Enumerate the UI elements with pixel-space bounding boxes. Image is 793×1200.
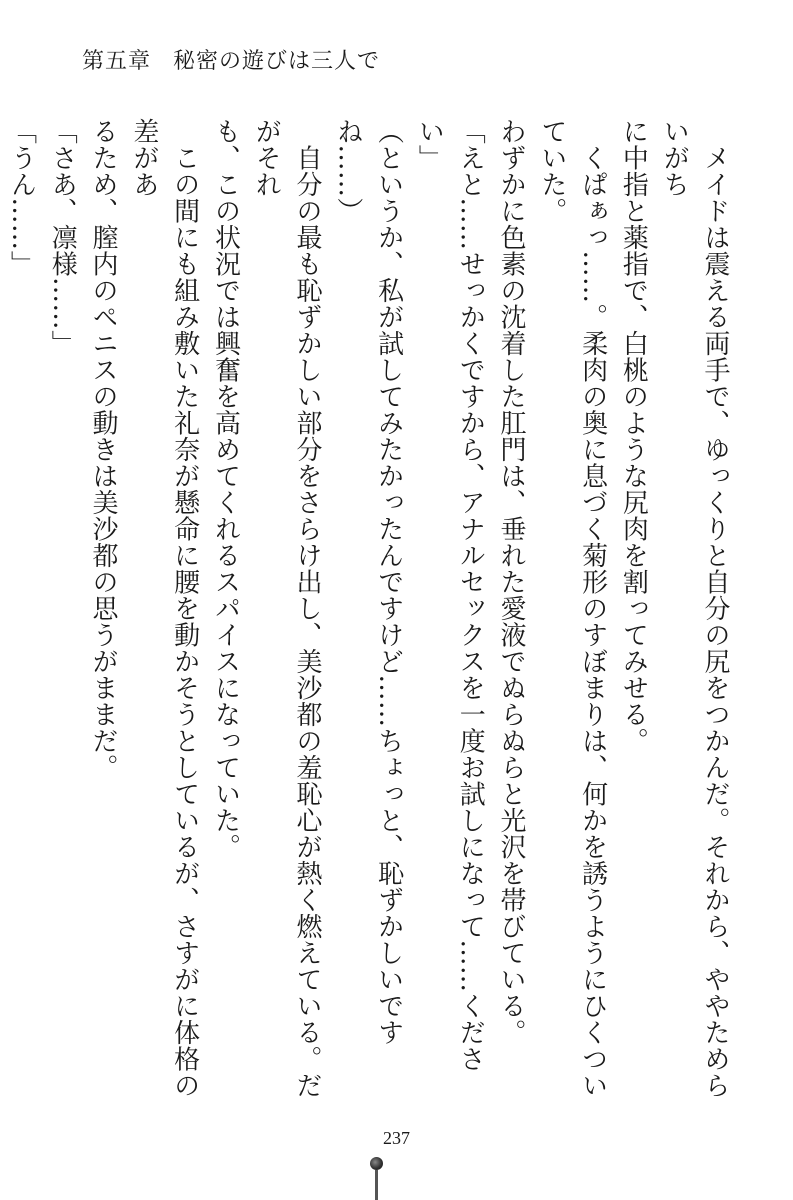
text-line: わずかに色素の沈着した肛門は、垂れた愛液でぬらぬらと光沢を帯びている。 bbox=[496, 118, 527, 1046]
running-head bbox=[82, 44, 380, 75]
text-line: るため、膣内のペニスの動きは美沙都の思うがままだ。 bbox=[88, 118, 119, 781]
chapter-number: 第五章 bbox=[82, 49, 152, 74]
text-line: 自分の最も恥ずかしい部分をさらけ出し、美沙都の羞恥心が熱く燃えている。だがそれ bbox=[251, 118, 323, 1099]
text-line bbox=[0, 118, 1, 1108]
body-text bbox=[0, 118, 735, 1108]
text-line: も、この状況では興奮を高めてくれるスパイスになっていた。 bbox=[210, 118, 241, 860]
page-number: 237 bbox=[383, 1128, 410, 1148]
text-line: くぱぁっ……。柔肉の奥に息づく菊形のすぼまりは、何かを誘うようにひくついていた。 bbox=[536, 118, 608, 1099]
bookmark-ribbon-icon bbox=[370, 1157, 383, 1170]
text-line: 「さあ、凛様……」 bbox=[47, 118, 78, 357]
text-line: に中指と薬指で、白桃のような尻肉を割ってみせる。 bbox=[618, 118, 649, 754]
text-line: メイドは震える両手で、ゆっくりと自分の尻をつかんだ。それから、ややためらいがち bbox=[659, 118, 730, 1099]
text-line: （というか、私が試してみたかったんですけど……ちょっと、恥ずかしいですね……） bbox=[332, 118, 404, 1046]
chapter-title: 秘密の遊びは三人で bbox=[173, 49, 381, 74]
text-line: この間にも組み敷いた礼奈が懸命に腰を動かそうとしているが、さすがに体格の差があ bbox=[128, 118, 200, 1099]
bookmark-ribbon-line bbox=[375, 1170, 378, 1200]
text-line: 「うん……」 bbox=[6, 118, 37, 277]
text-line: 「えと……せっかくですから、アナルセックスを一度お試しになって……ください」 bbox=[414, 118, 486, 1072]
